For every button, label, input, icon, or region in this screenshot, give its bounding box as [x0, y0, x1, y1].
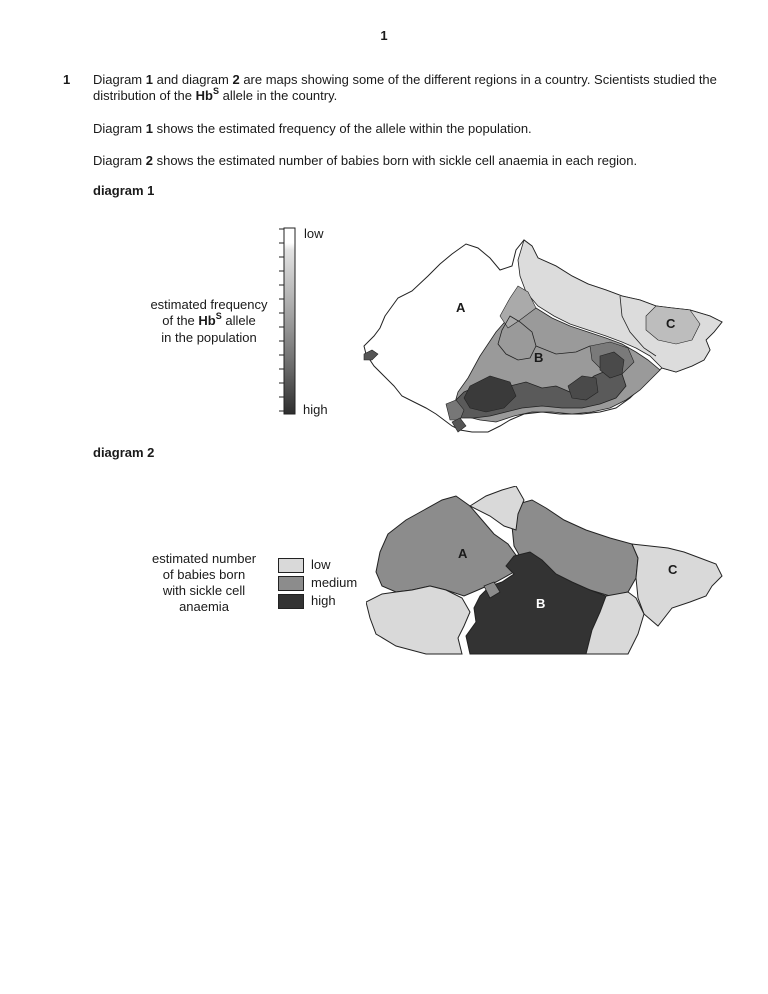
diagram1-region-b-label: B	[534, 350, 544, 365]
diagram1-legend-label: estimated frequency of the $Hb^S$ allele in the population	[150, 297, 268, 345]
page-number: 1	[380, 28, 388, 43]
diagram1-title: diagram 1	[93, 183, 155, 198]
diagram2-region-c	[632, 544, 722, 626]
question-number: 1	[63, 72, 71, 87]
diagram2-key	[278, 556, 357, 610]
diagram1-map	[360, 236, 732, 436]
key-swatch-medium	[278, 576, 304, 591]
diagram2-legend-label: estimated number of babies born with sickle cell anaemia	[151, 551, 257, 614]
diagram1-scale-high: high	[303, 402, 328, 417]
key-swatch-low	[278, 558, 304, 573]
key-item-low: low	[278, 556, 357, 574]
diagram2-region-west	[366, 586, 470, 654]
diagram1-region-a-label: A	[456, 300, 466, 315]
diagram1-description: Diagram 1 shows the estimated frequency of the allele within the population.	[93, 121, 532, 136]
diagram2-description: Diagram 2 shows the estimated number of babies born with sickle cell anaemia in each region.	[93, 153, 638, 168]
diagram1-scale-low: low	[304, 226, 324, 241]
question-intro: Diagram 1 and diagram 2 are maps showing some of the different regions in a country. Scientists studied the distribution of the $Hb^S$ allele in the country.	[93, 72, 717, 103]
diagram2-title: diagram 2	[93, 445, 155, 460]
diagram2-map	[366, 486, 736, 656]
key-item-medium: medium	[278, 574, 357, 592]
diagram2-region-b-label: B	[536, 596, 546, 611]
diagram1-frequency-scale	[278, 225, 302, 417]
diagram1-region-c-label: C	[666, 316, 676, 331]
diagram2-region-a-label: A	[458, 546, 468, 561]
diagram2-region-c-label: C	[668, 562, 678, 577]
key-swatch-high	[278, 594, 304, 609]
key-item-high: high	[278, 592, 357, 610]
